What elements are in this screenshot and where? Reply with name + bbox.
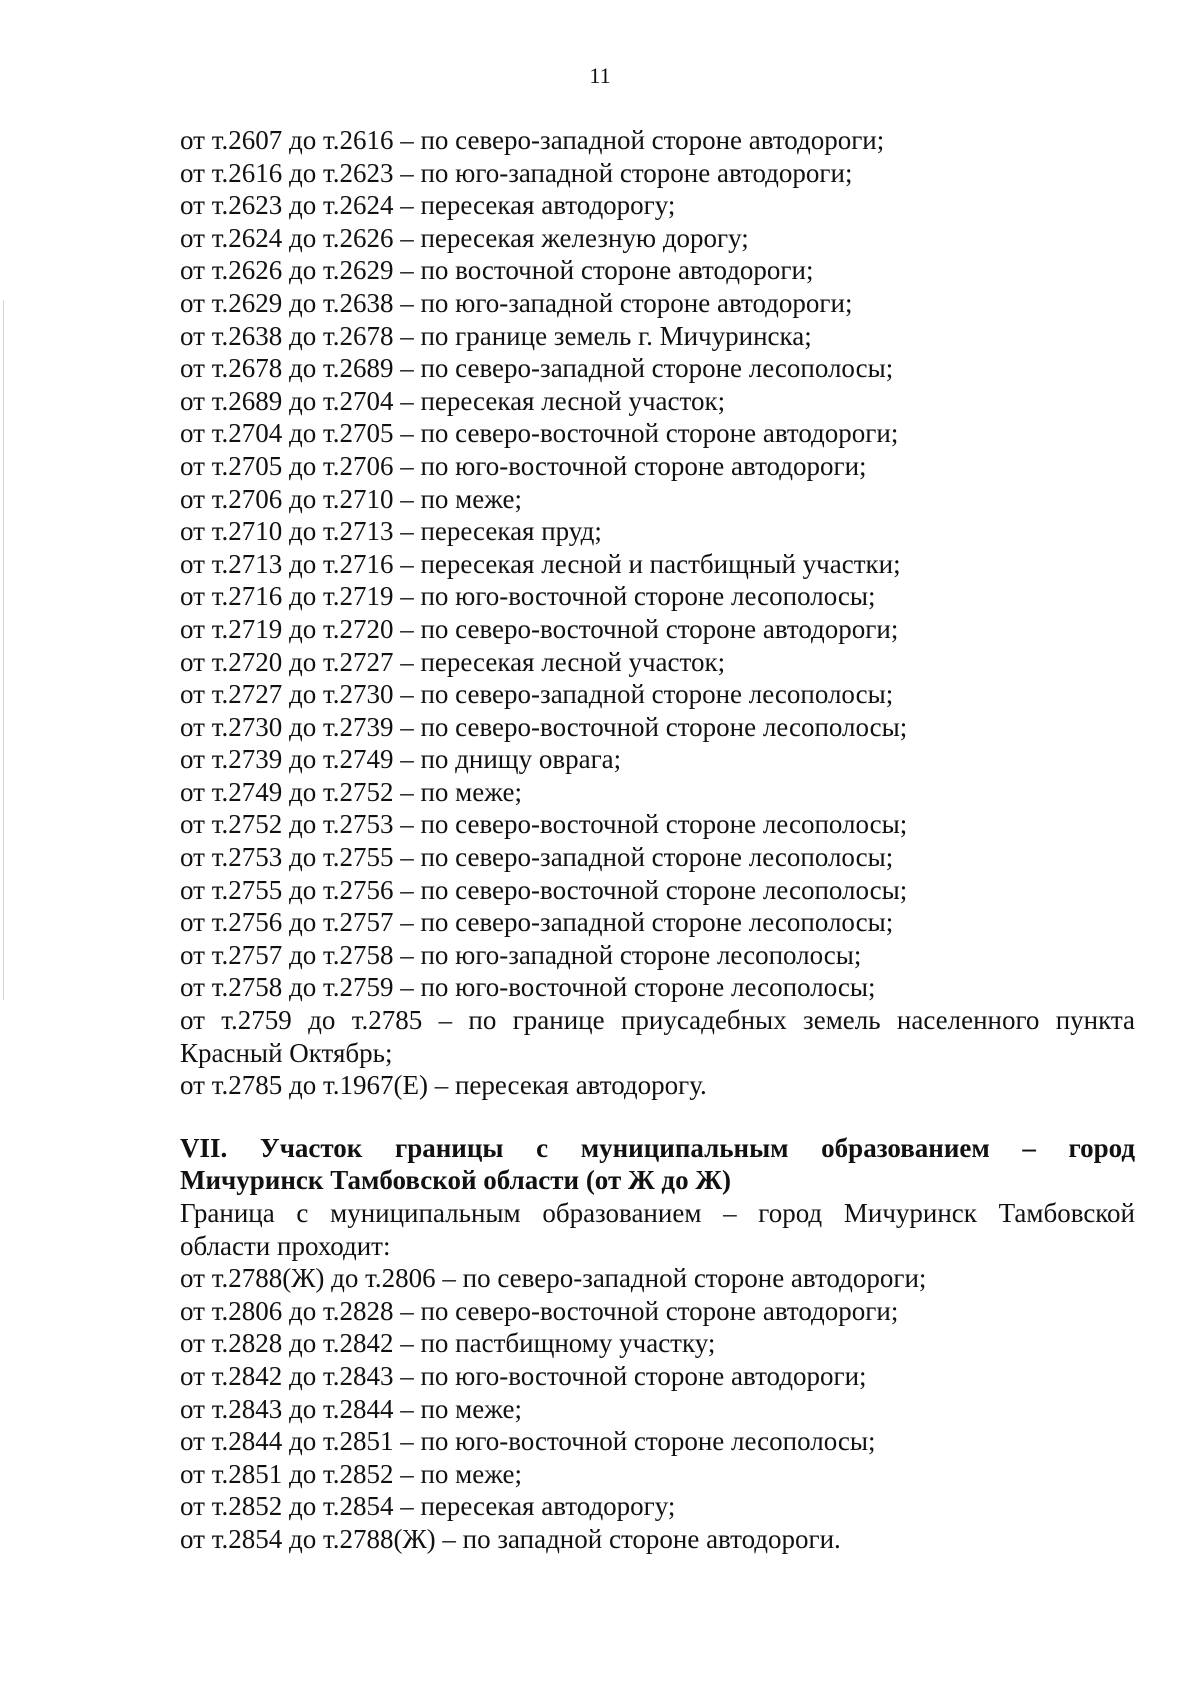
boundary-line: от т.2739 до т.2749 – по днищу оврага; [180, 744, 622, 775]
boundary-line: от т.2626 до т.2629 – по восточной стороне автодороги; [180, 255, 814, 286]
section-intro-line-2: области проходит: [180, 1230, 391, 1261]
boundary-line-wrapped: от т.2759 до т.2785 – по границе приусадебных земель населенного пункта [180, 1005, 1135, 1036]
boundary-list-section-a [180, 124, 1135, 1004]
boundary-line: от т.2710 до т.2713 – пересекая пруд; [180, 516, 602, 547]
boundary-line: от т.2749 до т.2752 – по меже; [180, 776, 523, 807]
document-body [180, 124, 1135, 1556]
boundary-line: от т.2624 до т.2626 – пересекая железную дорогу; [180, 222, 749, 253]
boundary-line: от т.2842 до т.2843 – по юго-восточной стороне автодороги; [180, 1360, 867, 1391]
boundary-line: от т.2616 до т.2623 – по юго-западной стороне автодороги; [180, 157, 853, 188]
boundary-line: от т.2752 до т.2753 – по северо-восточной стороне лесополосы; [180, 809, 908, 840]
boundary-line: от т.2753 до т.2755 – по северо-западной стороне лесополосы; [180, 842, 894, 873]
boundary-line: от т.2788(Ж) до т.2806 – по северо-западной стороне автодороги; [180, 1263, 927, 1294]
boundary-line: от т.2843 до т.2844 – по меже; [180, 1393, 523, 1424]
section-intro-line-1: Граница с муниципальным образованием – город Мичуринск Тамбовской [180, 1198, 1135, 1228]
boundary-line: от т.2623 до т.2624 – пересекая автодорогу; [180, 190, 676, 221]
boundary-line: от т.2730 до т.2739 – по северо-восточной стороне лесополосы; [180, 711, 908, 742]
boundary-line: от т.2689 до т.2704 – пересекая лесной участок; [180, 385, 726, 416]
boundary-line-final: от т.2785 до т.1967(Е) – пересекая автодорогу. [180, 1070, 707, 1101]
boundary-list-section-vii [180, 1262, 1135, 1555]
boundary-line: от т.2844 до т.2851 – по юго-восточной стороне лесополосы; [180, 1426, 876, 1457]
scan-edge-line [3, 300, 4, 1000]
boundary-line: от т.2716 до т.2719 – по юго-восточной стороне лесополосы; [180, 581, 876, 612]
boundary-line: от т.2828 до т.2842 – по пастбищному участку; [180, 1328, 716, 1359]
section-heading-line-1: VII. Участок границы с муниципальным образованием – город [180, 1132, 1135, 1163]
boundary-line: от т.2851 до т.2852 – по меже; [180, 1458, 523, 1489]
page-number: 11 [589, 63, 611, 88]
boundary-line: от т.2607 до т.2616 – по северо-западной стороне автодороги; [180, 125, 885, 155]
boundary-line-wrapped-continuation: Красный Октябрь; [180, 1037, 393, 1068]
boundary-line: от т.2806 до т.2828 – по северо-восточной стороне автодороги; [180, 1295, 899, 1326]
boundary-line: от т.2854 до т.2788(Ж) – по западной стороне автодороги. [180, 1523, 841, 1554]
boundary-line: от т.2678 до т.2689 – по северо-западной стороне лесополосы; [180, 353, 894, 384]
boundary-line: от т.2638 до т.2678 – по границе земель г. Мичуринска; [180, 320, 812, 351]
boundary-line: от т.2704 до т.2705 – по северо-восточной стороне автодороги; [180, 418, 899, 449]
boundary-line: от т.2705 до т.2706 – по юго-восточной стороне автодороги; [180, 450, 867, 481]
boundary-line: от т.2727 до т.2730 – по северо-западной стороне лесополосы; [180, 679, 894, 710]
boundary-line: от т.2719 до т.2720 – по северо-восточной стороне автодороги; [180, 613, 899, 644]
section-heading-line-2: Мичуринск Тамбовской области (от Ж до Ж) [180, 1165, 732, 1196]
boundary-line: от т.2757 до т.2758 – по юго-западной стороне лесополосы; [180, 939, 862, 970]
boundary-line: от т.2755 до т.2756 – по северо-восточной стороне лесополосы; [180, 874, 908, 905]
boundary-line: от т.2852 до т.2854 – пересекая автодорогу; [180, 1491, 676, 1522]
boundary-line: от т.2629 до т.2638 – по юго-западной стороне автодороги; [180, 287, 853, 318]
boundary-line: от т.2713 до т.2716 – пересекая лесной и пастбищный участки; [180, 548, 901, 579]
boundary-line: от т.2758 до т.2759 – по юго-восточной стороне лесополосы; [180, 972, 876, 1003]
boundary-line: от т.2720 до т.2727 – пересекая лесной участок; [180, 646, 726, 677]
section-gap [180, 1102, 1135, 1132]
boundary-line: от т.2706 до т.2710 – по меже; [180, 483, 523, 514]
boundary-line: от т.2756 до т.2757 – по северо-западной стороне лесополосы; [180, 907, 894, 938]
